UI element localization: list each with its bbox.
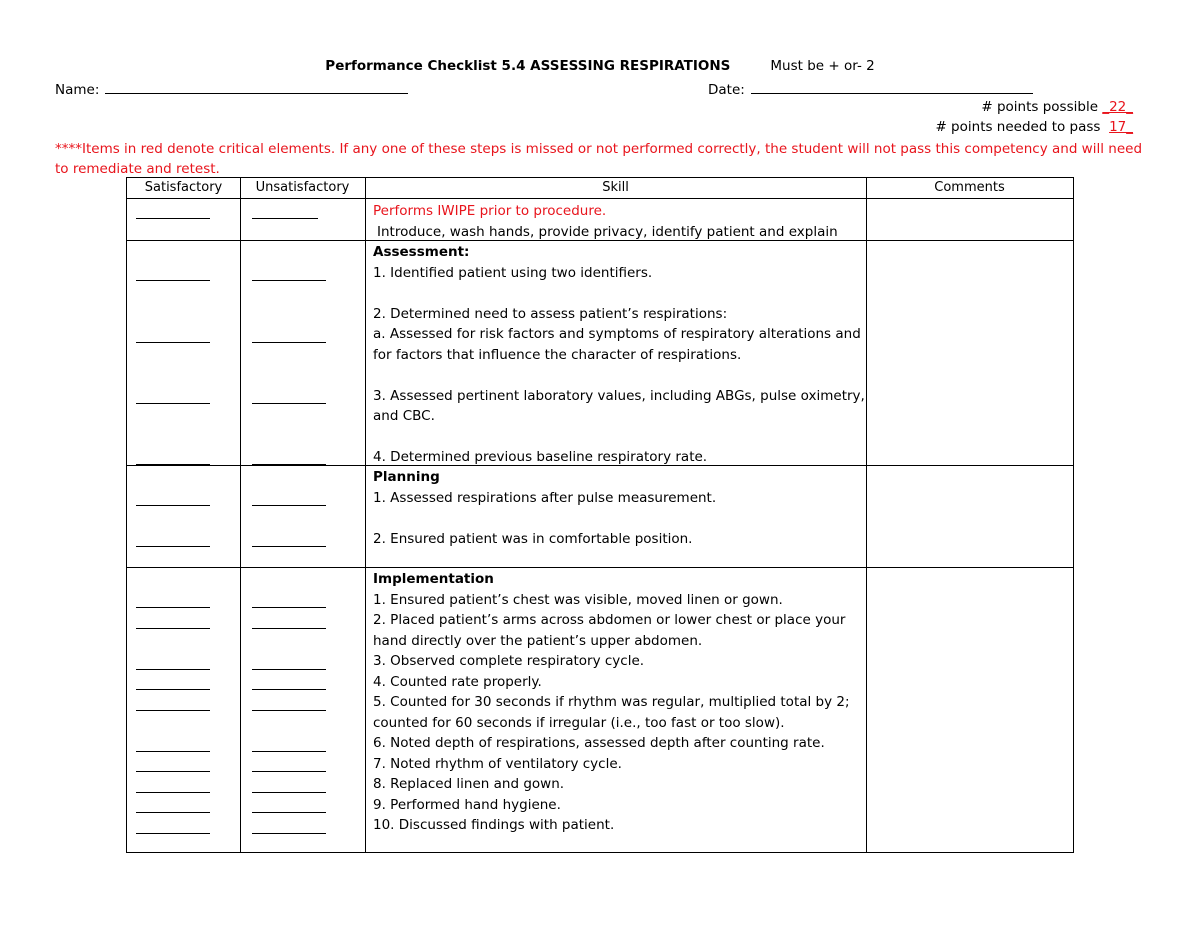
unsatisfactory-blank[interactable]	[252, 792, 326, 793]
skill-line: 1. Ensured patient’s chest was visible, moved linen or gown.	[373, 591, 783, 608]
skill-line: 8. Replaced linen and gown.	[373, 776, 565, 792]
column-divider	[240, 178, 241, 852]
satisfactory-blank[interactable]	[136, 669, 210, 670]
unsatisfactory-blank[interactable]	[252, 833, 326, 834]
satisfactory-blank[interactable]	[136, 792, 210, 793]
iwipe-skill	[373, 201, 838, 242]
skill-line: 4. Determined previous baseline respiratory rate.	[373, 449, 708, 465]
satisfactory-blank[interactable]	[136, 464, 210, 465]
unsatisfactory-blank[interactable]	[252, 710, 326, 711]
skill-line: 9. Performed hand hygiene.	[373, 796, 561, 813]
points-possible-label: # points possible	[981, 99, 1099, 115]
iwipe-detail: Introduce, wash hands, provide privacy, identify patient and explain	[377, 223, 838, 240]
unsatisfactory-blank[interactable]	[252, 607, 326, 608]
skill-line: 5. Counted for 30 seconds if rhythm was regular, multiplied total by 2;	[373, 694, 850, 710]
tolerance-note: Must be + or- 2	[770, 58, 875, 74]
skill-line: hand directly over the patient’s upper abdomen.	[373, 632, 703, 649]
unsatisfactory-blank[interactable]	[252, 689, 326, 690]
implementation-heading: Implementation	[373, 571, 494, 587]
skill-line: and CBC.	[373, 408, 435, 424]
satisfactory-blank[interactable]	[136, 403, 210, 404]
iwipe-critical: Performs IWIPE prior to procedure.	[373, 203, 607, 219]
skill-spacer	[373, 365, 865, 386]
skill-line: 6. Noted depth of respirations, assessed depth after counting rate.	[373, 735, 825, 751]
skill-spacer	[373, 508, 716, 529]
column-divider	[365, 178, 366, 852]
unsatisfactory-blank[interactable]	[252, 342, 326, 343]
unsatisfactory-blank[interactable]	[252, 669, 326, 670]
unsatisfactory-blank[interactable]	[252, 751, 326, 752]
unsatisfactory-blank[interactable]	[252, 280, 326, 281]
unsatisfactory-blank[interactable]	[252, 403, 326, 404]
skill-line: for factors that influence the character of respirations.	[373, 346, 742, 363]
unsatisfactory-blank[interactable]	[252, 505, 326, 506]
satisfactory-blank[interactable]	[136, 280, 210, 281]
skill-line: 3. Assessed pertinent laboratory values, including ABGs, pulse oximetry,	[373, 387, 865, 404]
critical-elements-note: ****Items in red denote critical elements. If any one of these steps is missed or not performed correctly, the student will not pass this competency and will need to remediate and retest.	[55, 141, 1143, 177]
skill-line: counted for 60 seconds if irregular (i.e., too fast or too slow).	[373, 714, 785, 731]
points-possible-value: _22_	[1102, 99, 1133, 115]
skill-line: 3. Observed complete respiratory cycle.	[373, 653, 645, 669]
skill-line: 1. Assessed respirations after pulse measurement.	[373, 489, 717, 506]
satisfactory-blank[interactable]	[136, 342, 210, 343]
unsatisfactory-blank[interactable]	[252, 546, 326, 547]
column-divider	[866, 178, 867, 852]
satisfactory-blank[interactable]	[136, 546, 210, 547]
checklist-table	[126, 177, 1074, 853]
skill-line: 4. Counted rate properly.	[373, 673, 542, 690]
satisfactory-blank[interactable]	[136, 833, 210, 834]
name-field[interactable]	[105, 80, 408, 94]
planning-skill	[373, 467, 716, 549]
unsatisfactory-blank[interactable]	[252, 218, 318, 219]
name-label: Name:	[55, 82, 100, 98]
implementation-skill	[373, 569, 850, 836]
skill-line: 2. Placed patient’s arms across abdomen or lower chest or place your	[373, 612, 846, 628]
row-divider	[127, 567, 1073, 568]
unsatisfactory-blank[interactable]	[252, 812, 326, 813]
header-skill: Skill	[602, 180, 629, 195]
assessment-skill	[373, 242, 865, 468]
skill-line: 10. Discussed findings with patient.	[373, 817, 615, 833]
date-field[interactable]	[751, 80, 1033, 94]
unsatisfactory-blank[interactable]	[252, 771, 326, 772]
unsatisfactory-blank[interactable]	[252, 464, 326, 465]
header-unsatisfactory: Unsatisfactory	[255, 180, 350, 195]
satisfactory-blank[interactable]	[136, 218, 210, 219]
header-comments: Comments	[934, 180, 1005, 195]
checklist-title: Performance Checklist 5.4 ASSESSING RESPIRATIONS	[325, 58, 731, 74]
planning-heading: Planning	[373, 469, 440, 485]
points-needed	[935, 119, 1133, 135]
satisfactory-blank[interactable]	[136, 628, 210, 629]
satisfactory-blank[interactable]	[136, 771, 210, 772]
points-possible	[981, 99, 1133, 115]
satisfactory-blank[interactable]	[136, 710, 210, 711]
row-divider	[127, 198, 1073, 199]
satisfactory-blank[interactable]	[136, 812, 210, 813]
satisfactory-blank[interactable]	[136, 689, 210, 690]
assessment-heading: Assessment:	[373, 244, 470, 260]
points-needed-label: # points needed to pass	[935, 119, 1101, 135]
skill-line: a. Assessed for risk factors and symptoms of respiratory alterations and	[373, 326, 861, 342]
name-row	[55, 80, 408, 98]
skill-spacer	[373, 427, 865, 448]
date-label: Date:	[708, 82, 745, 98]
satisfactory-blank[interactable]	[136, 607, 210, 608]
skill-line: 2. Ensured patient was in comfortable position.	[373, 530, 693, 547]
date-row	[708, 80, 1033, 98]
points-needed-value: 17_	[1109, 119, 1133, 135]
skill-spacer	[373, 283, 865, 304]
header-satisfactory: Satisfactory	[144, 180, 223, 195]
unsatisfactory-blank[interactable]	[252, 628, 326, 629]
satisfactory-blank[interactable]	[136, 505, 210, 506]
skill-line: 2. Determined need to assess patient’s respirations:	[373, 305, 728, 322]
skill-line: 1. Identified patient using two identifiers.	[373, 264, 653, 281]
skill-line: 7. Noted rhythm of ventilatory cycle.	[373, 755, 622, 772]
page-title	[0, 58, 1200, 74]
satisfactory-blank[interactable]	[136, 751, 210, 752]
